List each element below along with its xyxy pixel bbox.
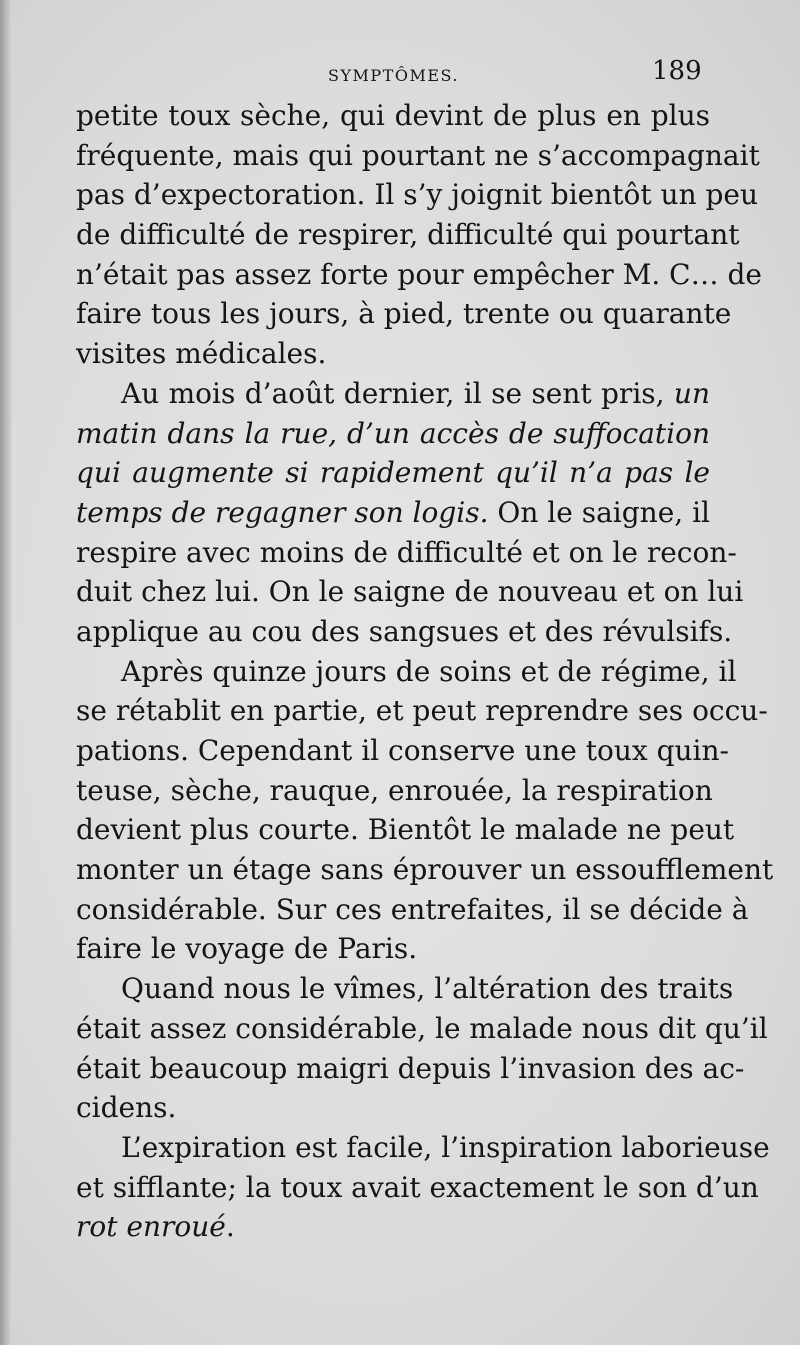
text-line: pations. Cependant il conserve une toux quin- — [76, 734, 729, 767]
running-title: SYMPTÔMES. — [328, 66, 459, 85]
text-line: duit chez lui. On le saigne de nouveau et on lui — [76, 575, 744, 609]
text-line: et sifflante; la toux avait exactement le son d’un — [76, 1170, 759, 1204]
text-line: rot enroué. — [76, 1210, 235, 1244]
body-text — [76, 96, 774, 1247]
paragraph-first-line: L’expiration est facile, l’inspiration laborieuse — [121, 1130, 770, 1164]
text-line: applique au cou des sangsues et des révulsifs. — [76, 614, 733, 648]
running-head — [0, 0, 800, 100]
text-line: petite toux sèche, qui devint de plus en plus — [76, 99, 710, 132]
paragraph-first-line: Au mois d’août dernier, il se sent pris, un — [121, 376, 710, 410]
text-line: matin dans la rue, d’un accès de suffocation — [76, 416, 710, 450]
text-line: visites médicales. — [76, 337, 327, 371]
text-line: faire le voyage de Paris. — [76, 932, 418, 966]
text-line: n’était pas assez forte pour empêcher M. C… de — [76, 257, 762, 291]
page-gutter-shadow — [0, 0, 12, 1345]
text-line: respire avec moins de difficulté et on le recon- — [76, 535, 737, 569]
page-number: 189 — [652, 56, 702, 86]
text-line: teuse, sèche, rauque, enrouée, la respiration — [76, 773, 713, 807]
text-line: fréquente, mais qui pourtant ne s’accompagnait — [76, 138, 760, 172]
text-line: était beaucoup maigri depuis l’invasion des ac- — [76, 1051, 745, 1085]
text-line: de difficulté de respirer, difficulté qui pourtant — [76, 218, 740, 252]
paragraph-first-line: Quand nous le vîmes, l’altération des traits — [121, 972, 734, 1006]
text-line: considérable. Sur ces entrefaites, il se décide à — [76, 892, 749, 926]
text-line: pas d’expectoration. Il s’y joignit bientôt un peu — [76, 178, 759, 212]
text-line: cidens. — [76, 1091, 177, 1125]
text-line: qui augmente si rapidement qu’il n’a pas le — [76, 456, 710, 490]
text-line: temps de regagner son logis. On le saigne, il — [76, 495, 710, 529]
text-line: devient plus courte. Bientôt le malade ne peut — [76, 813, 735, 847]
text-line: était assez considérable, le malade nous dit qu’il — [76, 1011, 768, 1045]
text-line: se rétablit en partie, et peut reprendre ses occu- — [76, 694, 768, 728]
text-line: faire tous les jours, à pied, trente ou quarante — [76, 297, 732, 331]
paragraph-first-line: Après quinze jours de soins et de régime, il — [121, 654, 737, 688]
text-line: monter un étage sans éprouver un essoufflement — [76, 853, 774, 887]
